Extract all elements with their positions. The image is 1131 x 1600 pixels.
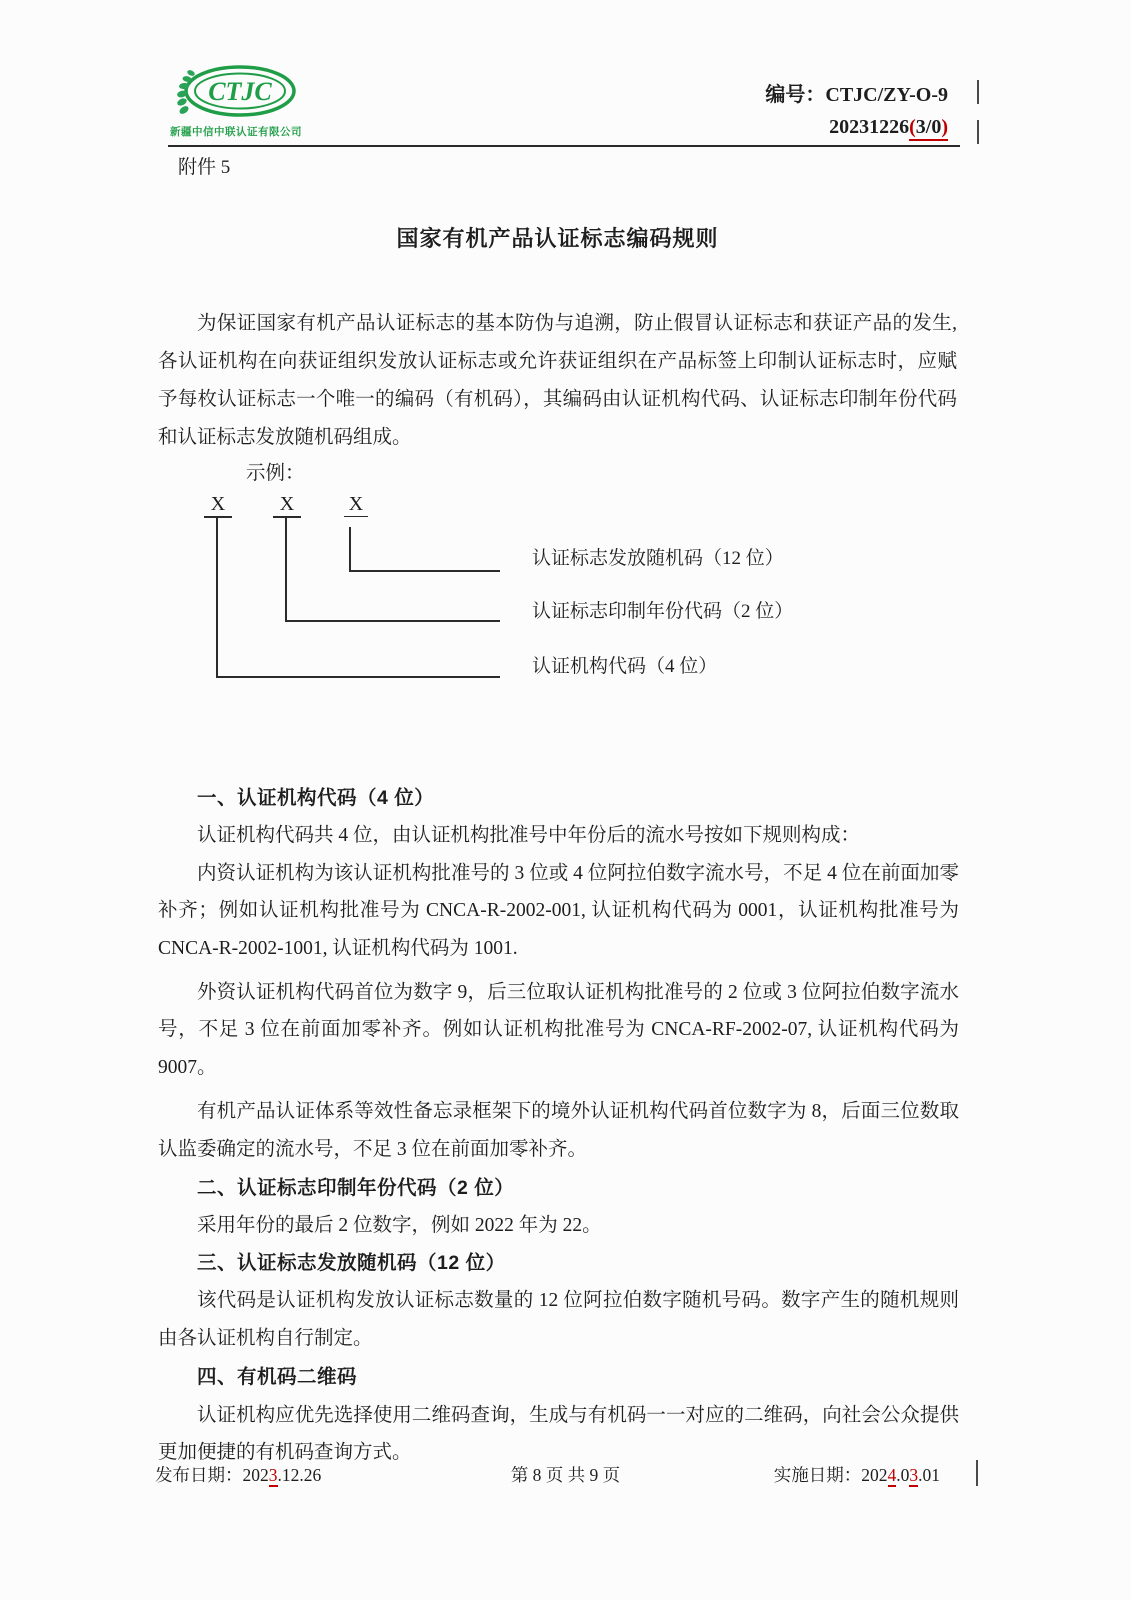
implementation-date-label: 实施日期：: [773, 1465, 862, 1485]
page-info: 第 8 页 共 9 页: [510, 1465, 621, 1485]
diagram-label-random-code: 认证标志发放随机码（12 位）: [532, 548, 784, 569]
svg-text:CTJC: CTJC: [208, 77, 272, 106]
diagram-line-v2: [285, 518, 287, 622]
attachment-label: 附件 5: [178, 157, 231, 178]
issue-date-label: 发布日期：: [155, 1465, 243, 1485]
header-rule: [168, 145, 960, 147]
implementation-date: 实施日期：2024.03.01: [773, 1465, 940, 1485]
diagram-line-v1: [216, 518, 218, 678]
diagram-line-h1: [216, 676, 500, 678]
diagram-line-v3: [349, 527, 351, 572]
section-4-paragraph-1: 认证机构应优先选择使用二维码查询，生成与有机码一一对应的二维码，向社会公众提供更加便捷的有机码查询方式。: [158, 1404, 959, 1463]
diagram-line-h3: [349, 570, 500, 572]
intro-paragraph: 为保证国家有机产品认证标志的基本防伪与追溯，防止假冒认证标志和获证产品的发生,各认证机构在向获证组织发放认证标志或允许获证组织在产品标签上印制认证标志时，应赋予每枚认证标志一个唯一的编码（有机码），其编码由认证机构代码、认证标志印制年份代码和认证标志发放随机码组成。: [158, 313, 957, 448]
issue-date: 发布日期：2023.12.26: [155, 1465, 322, 1485]
section-1-paragraph-4: 有机产品认证体系等效性备忘录框架下的境外认证机构代码首位数字为 8，后面三位数取认监委确定的流水号，不足 3 位在前面加零补齐。: [158, 1101, 959, 1160]
impl-date-revised-digit-2: 3: [909, 1465, 919, 1485]
page-title: 国家有机产品认证标志编码规则: [396, 226, 719, 251]
x-placeholder-2: X: [273, 492, 301, 518]
section-3-paragraph-1: 该代码是认证机构发放认证标志数量的 12 位阿拉伯数字随机号码。数字产生的随机规则由各认证机构自行制定。: [158, 1290, 959, 1349]
section-4-heading: 四、有机码二维码: [197, 1366, 358, 1389]
date-code-row: [0, 116, 948, 139]
diagram-line-h2: [285, 620, 500, 622]
diagram-label-body-code: 认证机构代码（4 位）: [532, 656, 718, 677]
revision-bar-top: [977, 80, 979, 104]
section-3-heading: 三、认证标志发放随机码（12 位）: [197, 1251, 506, 1274]
doc-number-label: 编号：: [765, 84, 826, 106]
impl-date-revised-digit-1: 4: [887, 1465, 897, 1485]
doc-number-row: [0, 78, 948, 107]
revision-mark: (3/0): [909, 116, 948, 141]
section-1-paragraph-3: 外资认证机构代码首位为数字 9，后三位取认证机构批准号的 2 位或 3 位阿拉伯数字流水号，不足 3 位在前面加零补齐。例如认证机构批准号为 CNCA-RF-2002-07, 认证机构代码为 9007。: [158, 982, 959, 1078]
diagram-label-year-code: 认证标志印制年份代码（2 位）: [532, 601, 794, 622]
doc-number-value: CTJC/ZY-O-9: [825, 84, 948, 106]
example-label: 示例：: [246, 463, 305, 484]
issue-date-revised-digit: 3: [268, 1465, 278, 1485]
x-placeholder-3: X: [344, 492, 368, 517]
body-sections: [158, 780, 959, 1471]
section-1-heading: 一、认证机构代码（4 位）: [197, 787, 435, 809]
x-placeholder-1: X: [204, 492, 232, 518]
section-2-heading: 二、认证标志印制年份代码（2 位）: [197, 1177, 515, 1200]
revision-bar-date: [977, 120, 979, 144]
date-code: 20231226: [829, 116, 910, 138]
section-2-paragraph-1: 采用年份的最后 2 位数字，例如 2022 年为 22。: [197, 1215, 602, 1237]
footer-revision-bar: [976, 1460, 978, 1486]
section-1-paragraph-1: 认证机构代码共 4 位，由认证机构批准号中年份后的流水号按如下规则构成：: [197, 825, 861, 847]
section-1-paragraph-2: 内资认证机构为该认证机构批准号的 3 位或 4 位阿拉伯数字流水号，不足 4 位在前面加零补齐；例如认证机构批准号为 CNCA-R-2002-001, 认证机构代码为 0001，认证机构批准号为 CNCA-R-2002-1001, 认证机构代码为 1001.: [158, 862, 959, 959]
company-name: 新疆中信中联认证有限公司: [170, 126, 302, 138]
